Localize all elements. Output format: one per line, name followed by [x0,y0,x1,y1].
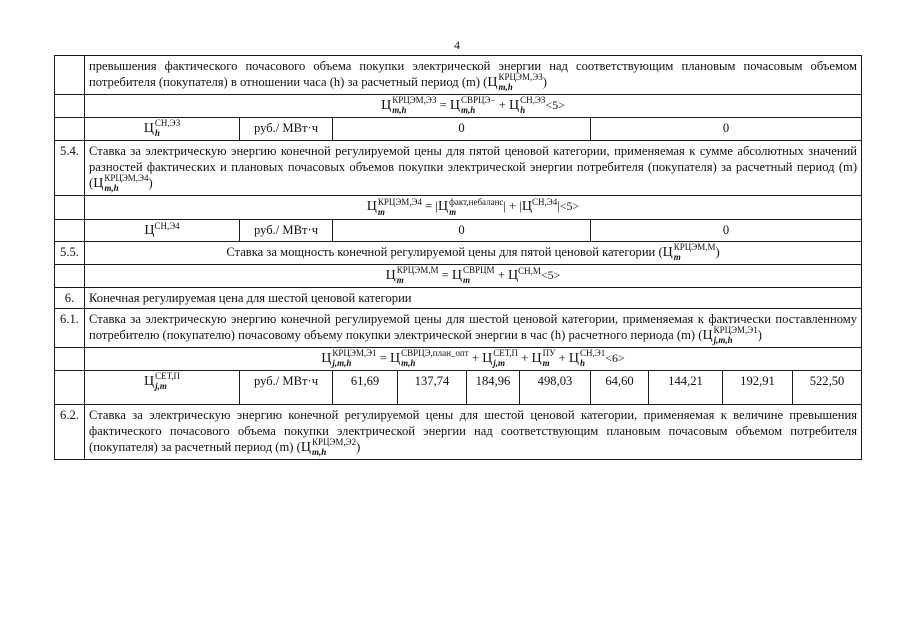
page-number: 4 [454,38,460,52]
row-number: 6.1. [55,308,85,347]
formula-3: Ц КРЦЭМ,М m = Ц СВРЦМ m + $Ц^{СН,М}<5>$ [85,264,862,287]
value-symbol-1: Ц СН,ЭЗ h [85,118,240,141]
values-row-3 [55,370,862,404]
formula-row-2 [55,196,862,219]
value-1a: 0 [333,118,591,141]
row-5-5-text: Ставка за мощность конечной регулируемой цены для пятой ценовой категории (Ц КРЦЭМ,М m ) [85,241,862,264]
row-number: 6.2. [55,404,85,459]
value-cell: 137,74 [398,370,467,404]
row-6-2-text: Ставка за электрическую энергию конечной регулируемой цены для шестой ценовой категории, применяемая к величине превышения фактического почасового объема покупки электрической энергии над соответствующим плановым почасовым объемом потребителя (покупателя) за расчетный период (m) (Ц КРЦЭМ,Э2 m,h ) [85,404,862,459]
value-1b: 0 [591,118,862,141]
row-6 [55,287,862,308]
row-number: 6. [55,287,85,308]
row-5-4-text: Ставка за электрическую энергию конечной регулируемой цены для пятой ценовой категории, применяемая к сумме абсолютных значений разностей фактических и плановых почасовых объемов покупки электрической энергии потребителя (покупателя) за расчетный период (m) (Ц КРЦЭМ,Э4 m,h ) [85,141,862,196]
value-cell: 522,50 [793,370,862,404]
value-symbol-2: $Ц^{СН,Э4}$ [85,219,240,241]
formula-4: Ц КРЦЭМ,Э1 j,m,h = Ц СВРЦЭ,план_опт m,h + Ц СЕТ,П j,m + Ц ПУ m + Ц СН,Э1 h <6> [85,347,862,370]
value-cell: 498,03 [520,370,591,404]
formula-2: Ц КРЦЭМ,Э4 m = |Ц факт,небаланс m | + $|Ц^{СН,Э4}|<5>$ [85,196,862,219]
formula-row-4 [55,347,862,370]
row-number: 5.4. [55,141,85,196]
formula-row-1 [55,95,862,118]
row-5-4 [55,141,862,196]
value-symbol-3: Ц СЕТ,П j,m [85,370,240,404]
value-2a: 0 [333,219,591,241]
row-6-1 [55,308,862,347]
unit-2: руб./ МВт·ч [240,219,333,241]
row-6-1-text: Ставка за электрическую энергию конечной регулируемой цены для шестой ценовой категории, применяемая к фактически поставленному потребителю (покупателю) почасовому объему покупки электрической энергии в час (h) расчетного периода (m) (Ц КРЦЭМ,Э1 j,m,h ) [85,308,862,347]
row-6-text: Конечная регулируемая цена для шестой ценовой категории [85,287,862,308]
value-cell: 192,91 [723,370,793,404]
row-number: 5.5. [55,241,85,264]
unit-1: руб./ МВт·ч [240,118,333,141]
value-cell: 184,96 [467,370,520,404]
values-row-1 [55,118,862,141]
value-cell: 64,60 [591,370,649,404]
values-row-2 [55,219,862,241]
formula-row-3 [55,264,862,287]
tariff-table [54,55,862,460]
row-continuation-text: превышения фактического почасового объема покупки электрической энергии над соответствующим плановым почасовым объемом потребителя (покупателя) в отношении часа (h) за расчетный период (m) (Ц КРЦЭМ,ЭЗ m,h ) [85,56,862,95]
row-5-5 [55,241,862,264]
formula-1: Ц КРЦЭМ,ЭЗ m,h = Ц СВРЦЭ− m,h + Ц СН,ЭЗ h <5> [85,95,862,118]
row-6-2 [55,404,862,459]
value-cell: 144,21 [649,370,723,404]
unit-3: руб./ МВт·ч [240,370,333,404]
value-2b: 0 [591,219,862,241]
row-continuation [55,56,862,95]
value-cell: 61,69 [333,370,398,404]
